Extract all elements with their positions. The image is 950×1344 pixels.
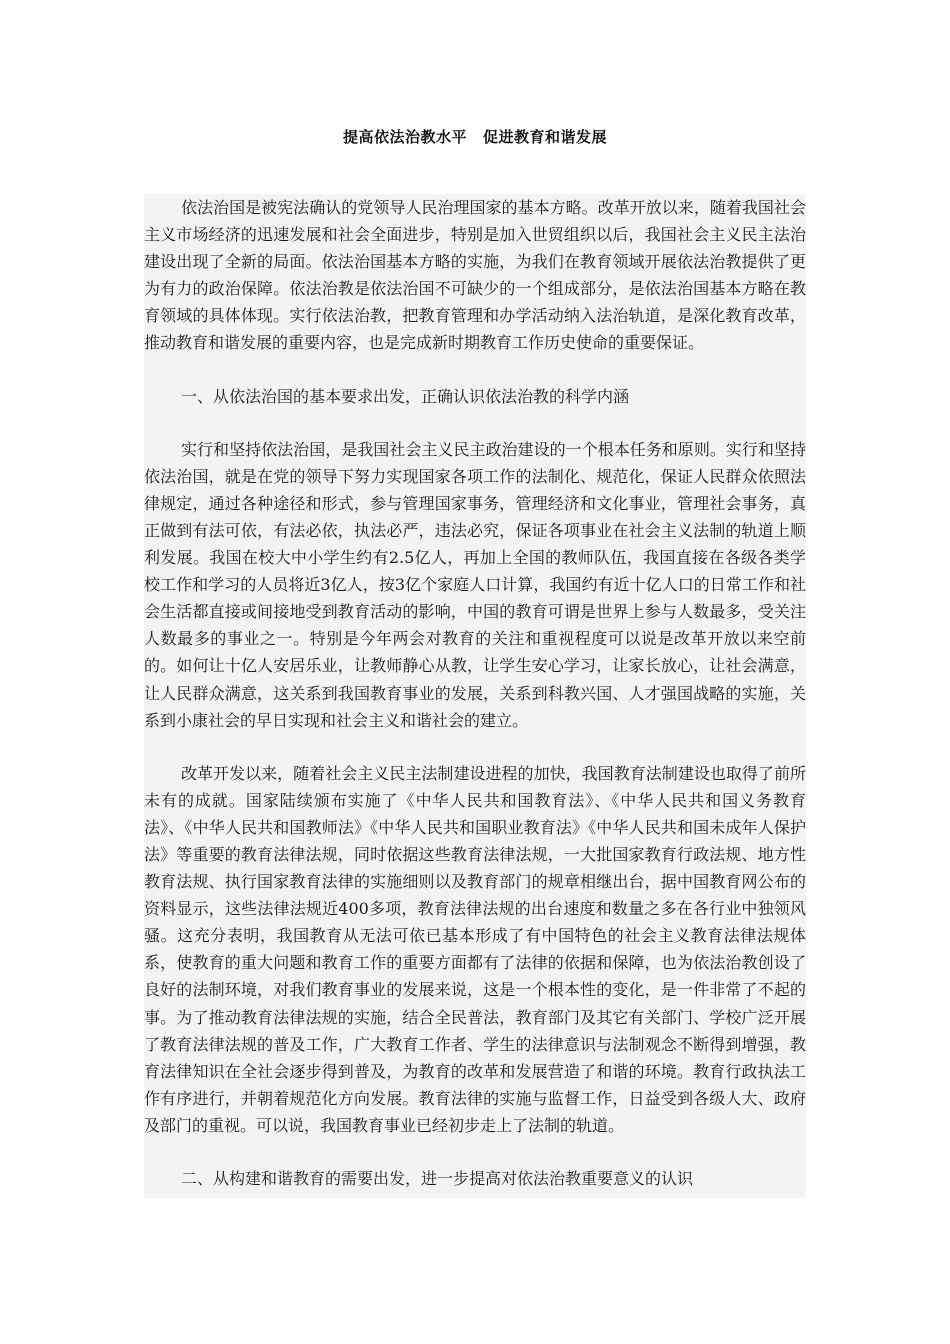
section-heading-2: 二、从构建和谐教育的需要出发，进一步提高对依法治教重要意义的认识: [181, 1169, 694, 1188]
page-title: [0, 126, 950, 147]
paragraph-intro: 依法治国是被宪法确认的党领导人民治理国家的基本方略。改革开放以来，随着我国社会主义市场经济的迅速发展和社会全面进步，特别是加入世贸组织以后，我国社会主义民主法治建设出现了全新的局面。依法治国基本方略的实施，为我们在教育领域开展依法治教提供了更为有力的政治保障。依法治教是依法治国不可缺少的一个组成部分，是依法治国基本方略在教育领域的具体体现。实行依法治教，把教育管理和办学活动纳入法治轨道，是深化教育改革，推动教育和谐发展的重要内容，也是完成新时期教育工作历史使命的重要保证。: [144, 198, 806, 353]
paragraph-spacer: [144, 357, 806, 383]
title-part-2: 促进教育和谐发展: [483, 128, 608, 146]
section-heading-1: 一、从依法治国的基本要求出发，正确认识依法治教的科学内涵: [181, 386, 630, 406]
paragraph-spacer: [144, 410, 806, 436]
paragraph-spacer: [144, 1139, 806, 1165]
paragraph-spacer: [144, 734, 806, 760]
document-body: [144, 194, 806, 1198]
paragraph-legal-construction: 改革开发以来，随着社会主义民主法制建设进程的加快，我国教育法制建设也取得了前所未有的成就。国家陆续颁布实施了《中华人民共和国教育法》、《中华人民共和国义务教育法》、《中华人民共和国教师法》《中华人民共和国职业教育法》《中华人民共和国未成年人保护法》等重要的教育法律法规，同时依据这些教育法律法规，一大批国家教育行政法规、地方性教育法规、执行国家教育法律的实施细则以及教育部门的规章相继出台，据中国教育网公布的资料显示，这些法律法规近400多项，教育法律法规的出台速度和数量之多在各行业中独领风骚。这充分表明，我国教育从无法可依已基本形成了有中国特色的社会主义教育法律法规体系，使教育的重大问题和教育工作的重要方面都有了法律的依据和保障，也为依法治教创设了良好的法制环境，对我们教育事业的发展来说，这是一个根本性的变化，是一件非常了不起的事。为了推动教育法律法规的实施，结合全民普法，教育部门及其它有关部门、学校广泛开展了教育法律法规的普及工作，广大教育工作者、学生的法律意识与法制观念不断得到增强，教育法律知识在全社会逐步得到普及，为教育的改革和发展营造了和谐的环境。教育行政执法工作有序进行，并朝着规范化方向发展。教育法律的实施与监督工作，日益受到各级人大、政府及部门的重视。可以说，我国教育事业已经初步走上了法制的轨道。: [144, 763, 806, 1135]
title-part-1: 提高依法治教水平: [342, 128, 467, 146]
paragraph-rule-of-law: 实行和坚持依法治国，是我国社会主义民主政治建设的一个根本任务和原则。实行和坚持依法治国，就是在党的领导下努力实现国家各项工作的法制化、规范化，保证人民群众依照法律规定，通过各种途径和形式，参与管理国家事务，管理经济和文化事业，管理社会事务，真正做到有法可依，有法必依，执法必严，违法必究，保证各项事业在社会主义法制的轨道上顺利发展。我国在校大中小学生约有2.5亿人，再加上全国的教师队伍，我国直接在各级各类学校工作和学习的人员将近3亿人，按3亿个家庭人口计算，我国约有近十亿人口的日常工作和社会生活都直接或间接地受到教育活动的影响，中国的教育可谓是世界上参与人数最多，受关注人数最多的事业之一。特别是今年两会对教育的关注和重视程度可以说是改革开放以来空前的。如何让十亿人安居乐业，让教师静心从教，让学生安心学习，让家长放心，让社会满意，让人民群众满意，这关系到我国教育事业的发展，关系到科教兴国、人才强国战略的实施，关系到小康社会的早日实现和社会主义和谐社会的建立。: [144, 439, 806, 730]
